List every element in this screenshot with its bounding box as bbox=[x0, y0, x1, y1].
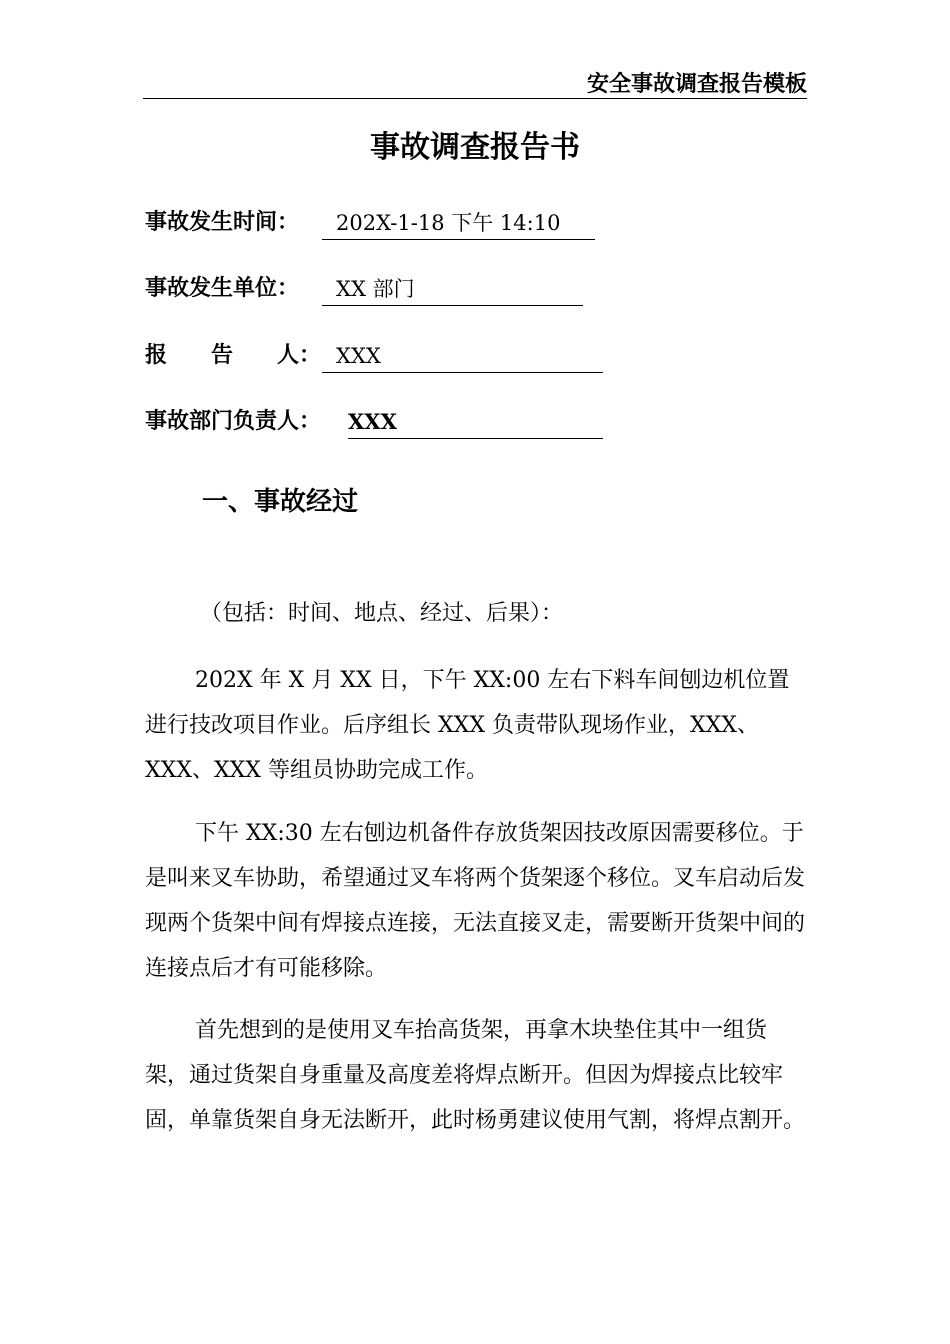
document-title: 事故调查报告书 bbox=[370, 130, 580, 165]
field-reporter-value: XXX bbox=[322, 339, 603, 373]
field-reporter-label: 报 告 人： bbox=[145, 343, 322, 368]
field-accident-unit-value: XX 部门 bbox=[322, 272, 583, 306]
running-header: 安全事故调查报告模板 bbox=[586, 72, 807, 97]
field-accident-time-value: 202X-1-18 下午 14:10 bbox=[322, 206, 595, 240]
paragraph-2: 下午 XX:30 左右刨边机备件存放货架因技改原因需要移位。于是叫来叉车协助，希望通过叉车将两个货架逐个移位。叉车启动后发现两个货架中间有焊接点连接，无法直接叉走，需要断开货架中间的连接点后才有可能移除。 bbox=[145, 821, 806, 981]
paragraph-3: 首先想到的是使用叉车抬高货架，再拿木块垫住其中一组货架，通过货架自身重量及高度差将焊点断开。但因为焊接点比较牢固，单靠货架自身无法断开，此时杨勇建议使用气割，将焊点割开。 bbox=[145, 1018, 806, 1133]
header-rule bbox=[143, 98, 807, 99]
field-accident-unit-label: 事故发生单位： bbox=[145, 276, 300, 301]
field-accident-time-label: 事故发生时间： bbox=[145, 210, 300, 235]
field-dept-head-label: 事故部门负责人： bbox=[145, 409, 322, 434]
paragraph-1: 202X 年 X 月 XX 日，下午 XX:00 左右下料车间刨边机位置进行技改项目作业。后序组长 XXX 负责带队现场作业，XXX、XXX、XXX 等组员协助完成工作。 bbox=[145, 668, 790, 783]
section-heading: 一、事故经过 bbox=[202, 487, 359, 517]
section-note: （包括：时间、地点、经过、后果）： bbox=[200, 601, 564, 626]
field-dept-head-value: XXX bbox=[348, 405, 603, 439]
